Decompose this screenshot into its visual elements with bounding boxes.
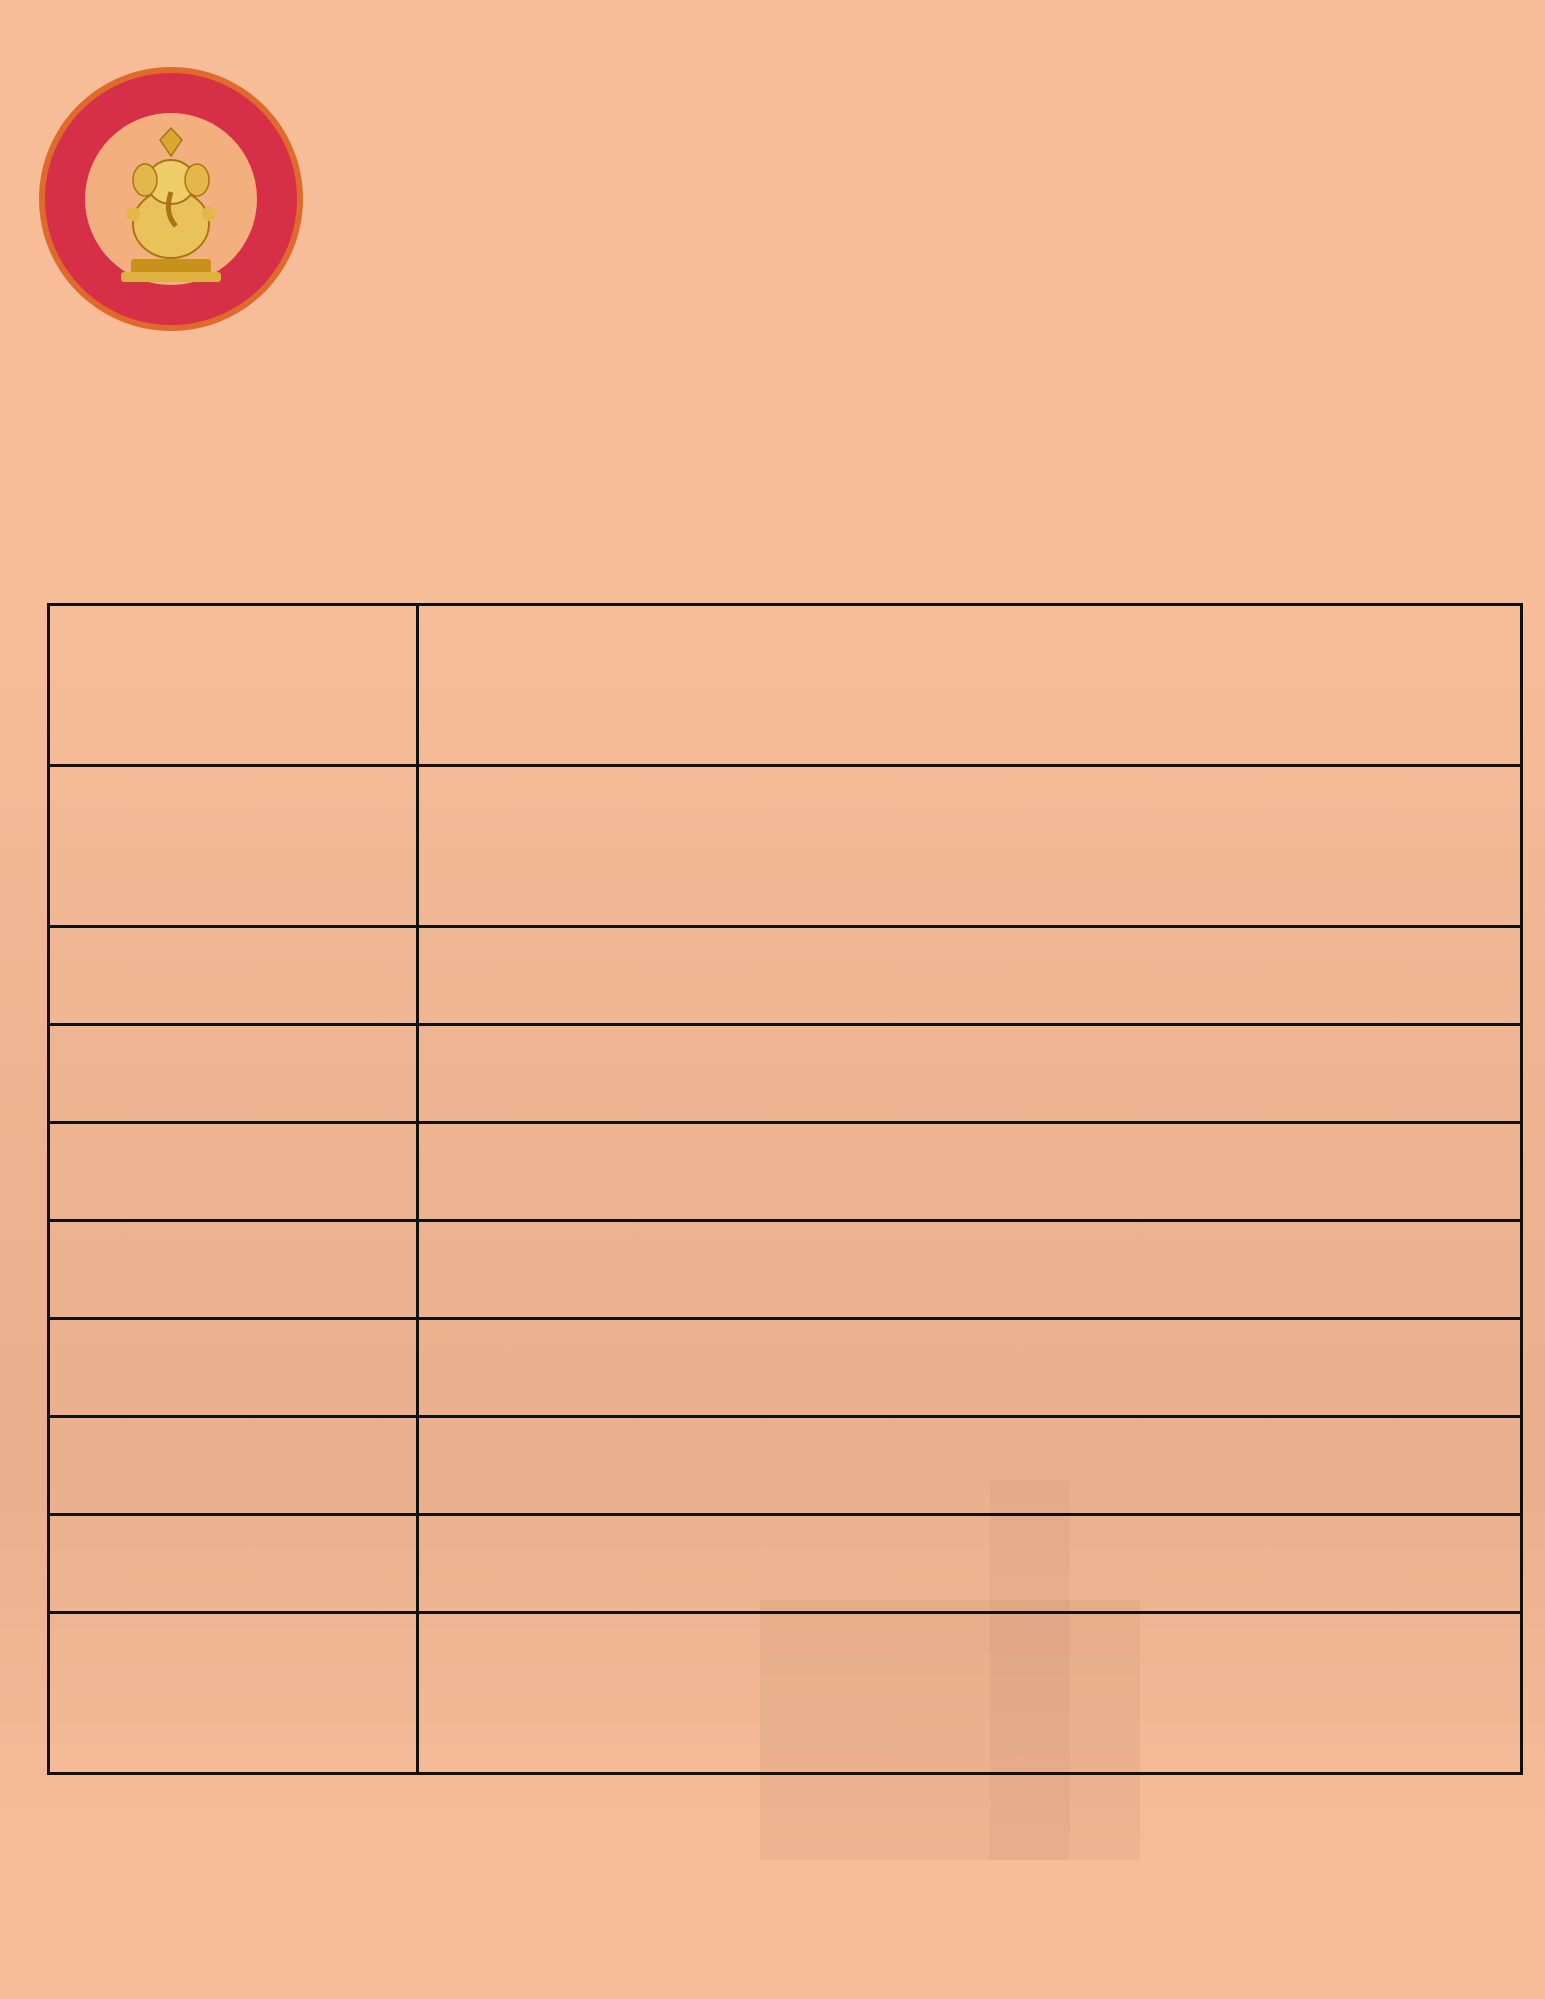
event-cell: [418, 1221, 1522, 1319]
date-cell: [49, 1515, 418, 1613]
event-cell: [418, 766, 1522, 927]
date-cell: [49, 927, 418, 1025]
event-cell: [418, 1613, 1522, 1774]
table-row: [49, 1319, 1522, 1417]
date-cell: [49, 605, 418, 766]
event-cell: [418, 605, 1522, 766]
table-row: [49, 1515, 1522, 1613]
table-row: [49, 766, 1522, 927]
event-cell: [418, 1515, 1522, 1613]
table-row: [49, 927, 1522, 1025]
society-logo: [36, 64, 306, 334]
date-cell: [49, 1417, 418, 1515]
date-cell: [49, 1123, 418, 1221]
date-cell: [49, 1025, 418, 1123]
date-cell: [49, 1613, 418, 1774]
table-row: [49, 605, 1522, 766]
flower-garland-top: [0, 430, 1545, 590]
event-cell: [418, 1025, 1522, 1123]
leaf-garland-bottom: [0, 1815, 1545, 1999]
event-cell: [418, 927, 1522, 1025]
date-cell: [49, 1319, 418, 1417]
event-cell: [418, 1123, 1522, 1221]
table-row: [49, 1613, 1522, 1774]
table-row: [49, 1123, 1522, 1221]
table-row: [49, 1417, 1522, 1515]
event-cell: [418, 1319, 1522, 1417]
table-row: [49, 1221, 1522, 1319]
date-cell: [49, 1221, 418, 1319]
event-cell: [418, 1417, 1522, 1515]
table-row: [49, 1025, 1522, 1123]
event-schedule-table: [47, 603, 1523, 1775]
date-cell: [49, 766, 418, 927]
